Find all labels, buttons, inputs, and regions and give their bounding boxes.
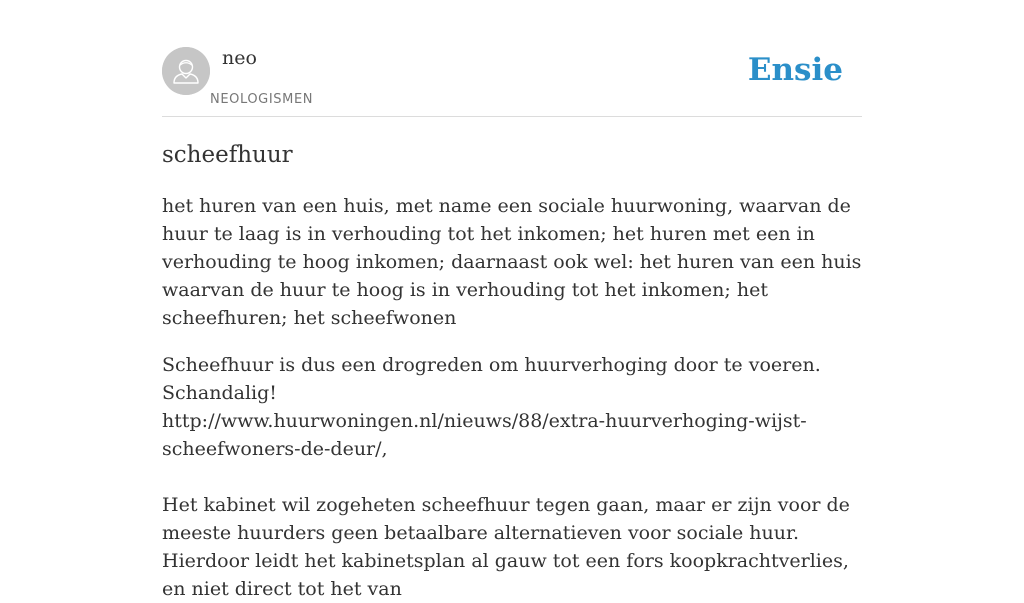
entry-definition: het huren van een huis, met name een sociale huurwoning, waarvan de huur te laag is in verhouding tot het inkomen; het huren met een in verhouding te hoog inkomen; daarnaast ook wel: het huren van een huis waarvan de huur te hoog is in verhouding tot het inkomen; het scheefhuren; het scheefwonen: [162, 195, 862, 329]
header: [162, 0, 862, 117]
entry-term: scheefhuur: [162, 142, 293, 168]
example-spacer: [162, 463, 862, 491]
entry-example: [162, 351, 862, 603]
category-link[interactable]: NEOLOGISMEN: [210, 92, 314, 107]
example-line: Het kabinet wil zogeheten scheefhuur tegen gaan, maar er zijn voor de meeste huurders geen betaalbare alternatieven voor sociale huur. Hierdoor leidt het kabinetsplan al gauw tot een fors koopkrachtverlies, en niet direct tot het van: [162, 494, 850, 600]
user-avatar-icon[interactable]: [162, 47, 210, 95]
username-link[interactable]: neo: [222, 47, 257, 69]
example-line: Scheefhuur is dus een drogreden om huurverhoging door te voeren. Schandalig!: [162, 354, 821, 404]
brand-logo[interactable]: Ensie: [747, 52, 843, 88]
example-url: http://www.huurwoningen.nl/nieuws/88/extra-huurverhoging-wijst-scheefwoners-de-deur/,: [162, 410, 807, 460]
entry-content: [162, 138, 862, 603]
